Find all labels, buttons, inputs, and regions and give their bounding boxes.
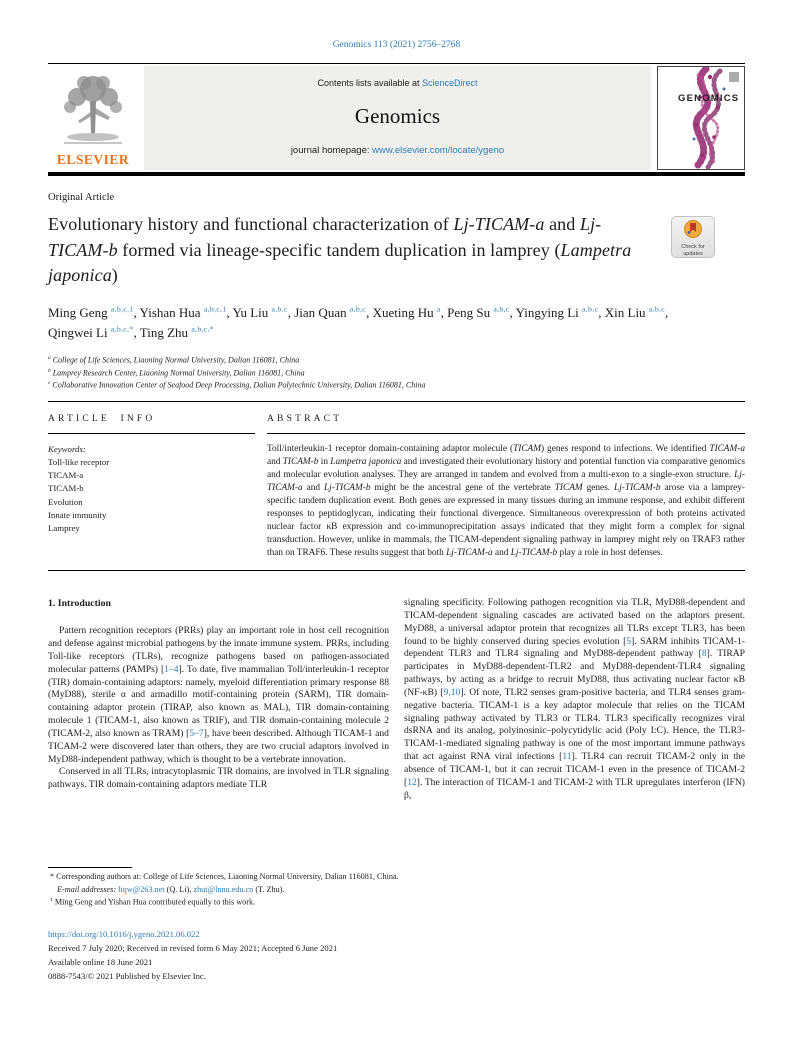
inline-link[interactable]: 11 (562, 751, 572, 763)
text-segment: b (48, 367, 51, 374)
text-segment: a (436, 304, 441, 314)
article-info-heading: ARTICLE INFO (48, 402, 255, 434)
text-segment: Lj-TICAM-b (510, 548, 558, 559)
journal-homepage-link[interactable]: www.elsevier.com/locate/ygeno (372, 145, 505, 156)
text-segment: ]. Of note, TLR2 senses gram-positive bacteria, and TLR4 senses gram-negative bacteria. TICAM-1 is a key adaptor molecule that relies on the TICAM signaling pathway activated by TLR3 or TLR4. TLR3 specifically recognizes viral dsRNA and its analog, polyinosinic–polycytidylic acid (Poly I:C). Hence, the TLR3-TICAM-1-mediated signaling pathway is one of the most important immune pathways that act against RNA viral infections [ (404, 686, 745, 763)
abstract-heading: ABSTRACT (267, 402, 745, 434)
body-paragraph (404, 597, 745, 803)
corresponding-author-note: * Corresponding authors at: College of Life Sciences, Liaoning Normal University, Dalian 116081, China. (50, 872, 399, 882)
text-segment: Ming Geng and Yishan Hua contributed equally to this work. (52, 898, 256, 908)
check-for-updates-badge[interactable] (671, 216, 715, 258)
keywords-label: Keywords: (48, 443, 86, 454)
sciencedirect-link[interactable]: ScienceDirect (422, 78, 478, 88)
text-segment: , Ting Zhu (133, 324, 192, 340)
text-segment: ) (111, 265, 118, 286)
text-segment: formed via lineage-specific tandem duplication in lamprey ( (117, 239, 561, 260)
section-heading-introduction: 1. Introduction (48, 598, 111, 610)
doi-link[interactable]: https://doi.org/10.1016/j.ygeno.2021.06.022 (48, 928, 200, 939)
text-segment: , Yishan Hua (133, 304, 204, 320)
publisher-mark-icon (729, 72, 739, 82)
badge-label: Check for updates (681, 244, 705, 257)
affiliation-b (48, 367, 745, 380)
text-segment: a,b,c (271, 304, 288, 314)
text-segment: 1 (50, 897, 53, 904)
info-abstract-section (48, 402, 745, 560)
text-segment: College of Life Sciences, Liaoning Normal University, Dalian 116081, China (50, 355, 300, 365)
text-segment: Toll/interleukin-1 receptor domain-containing adaptor molecule ( (267, 443, 514, 454)
text-segment: (Q. Li), (164, 884, 194, 894)
text-segment: genes. (582, 482, 615, 493)
footnotes (48, 867, 745, 910)
article-footer (48, 927, 745, 984)
text-segment: a,b,c,* (191, 324, 214, 334)
email-addresses-note (48, 884, 745, 897)
text-segment: ]. TLR4 can recruit TICAM-2 only in the absence of TICAM-1, but it can recruit TICAM-1 even in the presence of TICAM-2 [ (404, 751, 745, 788)
text-segment: ]. To date, five mammalian Toll/interleukin-1 receptor (TIR) domain-containing adaptors: namely, myeloid differentiation primary response 88 (MyD88), sterile α and armadillo motif-containing protein (SARM), TIR domain-containing adaptor protein (TIRAP, also known as MAL), TIR domain-containing molecule 1 (TICAM-1, also known as TRIF), and TIR domain-containing molecule 2 (TICAM-2, also known as TRAM) [ (48, 663, 389, 739)
text-segment: signaling specificity. Following pathogen recognition via TLR, MyD88-dependent and TICAM-dependent signaling cascades are activated based on the adaptors present. MyD88, a universal adaptor protein that recognizes all TLRs except TLR3, has been found to be highly conserved during species evolution [ (404, 597, 745, 647)
homepage-text: journal homepage: (290, 145, 373, 156)
text-segment: , Yu Liu (226, 304, 272, 320)
text-segment: ]. TIRAP participates in MyD88-dependent-TLR2 and MyD88-dependent-TLR4 signaling pathways, by acting as a bridge to recruit MyD88, thus activating nuclear factor κB (NF-κB) [ (404, 648, 745, 698)
text-segment: in (318, 456, 331, 467)
dna-helix-art-icon (658, 67, 744, 169)
text-segment: E-mail addresses: (57, 884, 119, 894)
text-segment: Lj-TICAM-b (323, 482, 371, 493)
affiliation-c (48, 379, 745, 392)
inline-link[interactable]: 1–4 (164, 663, 179, 675)
text-segment: TICAM (513, 443, 541, 454)
text-segment: a,b,c (582, 304, 599, 314)
text-segment: and investigated their evolutionary history and potential function via comparative genomics and molecular evolution analyses. They are arranged in tandem and evolved from a multi-exon to a single-exon structure. (267, 456, 745, 480)
contents-text: Contents lists available at (317, 78, 423, 88)
issn-copyright: 0888-7543/© 2021 Published by Elsevier Inc. (48, 971, 206, 982)
text-segment: Lj-TICAM-a (267, 469, 745, 493)
text-segment: Lamprey Research Center, Liaoning Normal University, Dalian 116081, China (50, 368, 305, 378)
text-segment: a,b,c (349, 304, 367, 314)
text-segment: a,b,c (493, 304, 510, 314)
text-segment: TICAM-a (709, 443, 745, 454)
journal-banner (144, 66, 651, 170)
text-segment: Lj-TICAM-b (614, 482, 661, 493)
journal-title: Genomics (354, 104, 441, 128)
text-segment: might be the ancestral gene of the vertebrate (370, 482, 555, 493)
inline-link[interactable]: 8 (701, 648, 707, 660)
text-segment: arose via a lamprey-specific tandem duplication event. Both genes are expressed in many tissues during an immune response, and exhibit different responses to peptidoglycan, indicating their functional divergence. Simultaneous overexpression of both proteins activated nuclear factor κB expression and co-immunoprecipitation assays indicated that they might form a complex for signal transduction. However, unlike in mammals, the TICAM-dependent signaling pathway in lamprey might rely on TRAF3 rather than on TRAF6. These results suggest that both (267, 482, 746, 559)
affiliations (48, 354, 745, 392)
body-paragraph (48, 766, 389, 792)
keyword: Innate immunity (48, 509, 107, 520)
text-segment: and (492, 548, 511, 559)
text-segment: and (302, 482, 324, 493)
inline-link[interactable]: 5–7 (189, 727, 204, 739)
article-type-label: Original Article (48, 192, 115, 203)
homepage-line (152, 145, 643, 156)
text-segment: (T. Zhu). (253, 884, 285, 894)
body-right-column (404, 597, 745, 859)
keyword: TICAM-b (48, 483, 84, 494)
equal-contribution-note (48, 896, 745, 909)
keyword: Toll-like receptor (48, 457, 110, 468)
text-segment: ], have been described. Although TICAM-1 and TICAM-2 were discovered later than others, they are two crucial adaptors involved in MyD88-independent pathway, which is thought to be a vertebrate innovation. (48, 727, 389, 765)
affiliation-a (48, 354, 745, 367)
text-segment: , Xueting Hu (366, 304, 437, 320)
elsevier-wordmark: ELSEVIER (56, 152, 130, 167)
text-segment: and (544, 214, 580, 234)
article-info-column (48, 402, 255, 560)
text-segment: ) genes respond to infections. We identified (540, 443, 710, 454)
text-segment: , Xin Liu (598, 304, 649, 320)
abstract-column (267, 402, 745, 560)
inline-link[interactable]: 9,10 (443, 686, 461, 698)
text-segment: Lj-TICAM-a (453, 214, 545, 234)
text-segment: Lampetra japonica (48, 239, 632, 286)
journal-cover-thumbnail[interactable] (657, 66, 745, 170)
text-segment: , Jian Quan (287, 304, 350, 320)
contents-line (152, 78, 643, 88)
elsevier-tree-icon (56, 71, 130, 151)
text-segment: Lampetra japonica (330, 456, 402, 467)
text-segment: TICAM-b (282, 456, 319, 467)
inline-link[interactable]: 5 (626, 635, 632, 647)
text-segment: play a role in host defenses. (557, 548, 663, 559)
crossmark-icon (684, 220, 702, 238)
text-segment: , Yingying Li (509, 304, 583, 320)
text-segment: Conserved in all TLRs, intracytoplasmic TIR domains, are involved in TLR signaling pathways. TIR domain-containing adaptors mediate TLR (48, 766, 389, 791)
text-segment: , Qingwei Li (48, 304, 669, 340)
text-segment: Pattern recognition receptors (PRRs) play an important role in host cell recognition and defense against microbial pathogens by the innate immune system. PRRs, including Toll-like receptors (TLRs), recognize pathogens based on pathogen-associated molecular patterns (PAMPs) [ (48, 625, 389, 675)
text-segment: a,b,c,1 (203, 304, 227, 314)
abstract-text (267, 443, 745, 560)
journal-header (48, 63, 745, 176)
body-left-column (48, 597, 389, 859)
journal-citation: Genomics 113 (2021) 2756–2768 (332, 40, 461, 50)
body-paragraph (48, 625, 389, 766)
received-dates: Received 7 July 2020; Received in revised form 6 May 2021; Accepted 6 June 2021 (48, 943, 338, 954)
article-title (48, 212, 745, 289)
text-segment: Ming Geng (48, 304, 111, 320)
text-segment: TICAM (554, 482, 583, 493)
keywords-block (48, 443, 255, 535)
text-segment: a,b,c,* (110, 324, 134, 334)
footnote-divider (48, 867, 132, 868)
divider (48, 570, 745, 571)
text-segment: a,b,c,1 (110, 304, 134, 314)
text-segment: c (48, 380, 51, 387)
body-text-section (48, 597, 745, 859)
text-segment: Evolutionary history and functional characterization of (48, 214, 454, 234)
text-segment: Lj-TICAM-b (48, 214, 602, 260)
keyword: Evolution (48, 496, 83, 507)
text-segment: ]. SARM inhibits TICAM-1-dependent TLR3 and TLR4 signaling and MyD88-dependent pathway [ (404, 635, 745, 660)
text-segment: , Peng Su (440, 304, 494, 320)
inline-link[interactable]: 12 (407, 776, 417, 788)
text-segment: Lj-TICAM-a (446, 548, 493, 559)
inline-link[interactable]: zhut@lnnu.edu.cn (193, 884, 254, 894)
cover-title: GENOMICS (678, 93, 740, 104)
keyword: Lamprey (48, 523, 80, 534)
text-segment: Collaborative Innovation Center of Seafood Deep Processing, Dalian Polytechnic University, Dalian 116081, China (50, 380, 426, 390)
elsevier-logo[interactable] (48, 66, 144, 170)
available-online: Available online 18 June 2021 (48, 957, 153, 968)
text-segment: a,b,c (648, 304, 666, 314)
header-divider (48, 172, 745, 176)
inline-link[interactable]: liqw@263.net (118, 884, 165, 894)
text-segment: ]. The interaction of TICAM-1 and TICAM-2 with TLR upregulates interferon (IFN) β, (404, 776, 745, 801)
text-segment: a (48, 354, 51, 361)
keyword: TICAM-a (48, 470, 84, 481)
text-segment: and (267, 456, 283, 467)
author-list (48, 303, 745, 343)
